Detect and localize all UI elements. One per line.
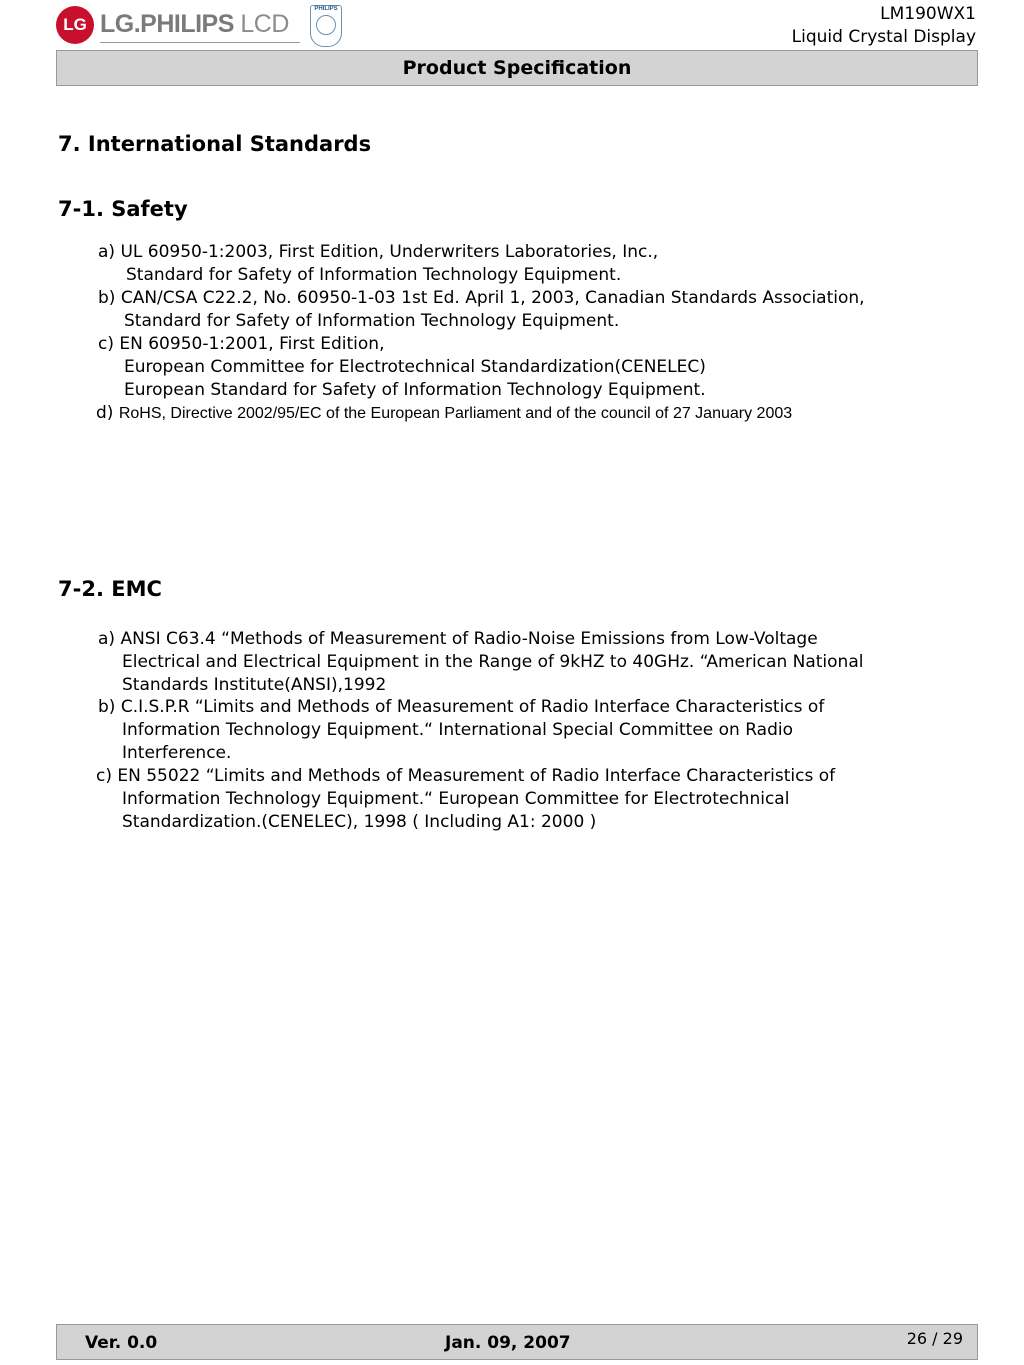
safety-line-b2: Standard for Safety of Information Technology Equipment. <box>124 311 620 331</box>
footer-date: Jan. 09, 2007 <box>445 1333 571 1353</box>
emc-line-b2: Information Technology Equipment.“ International Special Committee on Radio <box>122 720 794 740</box>
safety-line-d <box>96 402 792 425</box>
emc-line-b1: b) C.I.S.P.R “Limits and Methods of Measurement of Radio Interface Characteristics of <box>98 697 825 717</box>
model-number: LM190WX1 <box>880 4 976 24</box>
section-title: 7. International Standards <box>58 132 372 156</box>
safety-line-b1: b) CAN/CSA C22.2, No. 60950-1-03 1st Ed. April 1, 2003, Canadian Standards Association, <box>98 288 865 308</box>
safety-line-c3: European Standard for Safety of Information Technology Equipment. <box>124 380 706 400</box>
emc-title: 7-2. EMC <box>58 577 162 601</box>
philips-shield-ring <box>316 15 336 35</box>
emc-line-c3: Standardization.(CENELEC), 1998 ( Including A1: 2000 ) <box>122 812 597 832</box>
header-banner-title: Product Specification <box>402 57 632 79</box>
logo-brand-name: LG.PHILIPS <box>100 10 234 38</box>
logo-brand-lcd: LCD <box>240 10 289 38</box>
emc-line-a2: Electrical and Electrical Equipment in the Range of 9kHZ to 40GHz. “American National <box>122 652 864 672</box>
emc-line-a3: Standards Institute(ANSI),1992 <box>122 675 387 695</box>
footer-version: Ver. 0.0 <box>85 1333 158 1353</box>
safety-line-a2: Standard for Safety of Information Technology Equipment. <box>126 265 622 285</box>
emc-line-c1: c) EN 55022 “Limits and Methods of Measurement of Radio Interface Characteristics of <box>96 766 836 786</box>
philips-shield-icon <box>310 5 342 47</box>
footer-page-number: 26 / 29 <box>906 1329 963 1348</box>
logo-brand <box>100 10 289 39</box>
company-logo <box>56 4 346 46</box>
emc-line-b3: Interference. <box>122 743 232 763</box>
header-banner <box>56 50 978 86</box>
safety-line-c2: European Committee for Electrotechnical Standardization(CENELEC) <box>124 357 706 377</box>
header-doc-info <box>792 3 976 49</box>
safety-title: 7-1. Safety <box>58 197 188 221</box>
logo-underline <box>100 42 300 43</box>
footer-bar <box>56 1324 978 1360</box>
emc-line-a1: a) ANSI C63.4 “Methods of Measurement of Radio-Noise Emissions from Low-Voltage <box>98 629 818 649</box>
lg-logo-icon <box>56 6 94 44</box>
safety-line-a1: a) UL 60950-1:2003, First Edition, Underwriters Laboratories, Inc., <box>98 242 659 262</box>
rohs-text: RoHS, Directive 2002/95/EC of the European Parliament and of the council of 27 January 2003 <box>118 405 793 422</box>
emc-line-c2: Information Technology Equipment.“ European Committee for Electrotechnical <box>122 789 790 809</box>
philips-shield-text: PHILIPS <box>314 6 338 12</box>
rohs-marker: d) <box>96 403 114 423</box>
safety-line-c1: c) EN 60950-1:2001, First Edition, <box>98 334 385 354</box>
product-type: Liquid Crystal Display <box>791 27 976 47</box>
lg-logo-text: LG <box>63 15 87 34</box>
